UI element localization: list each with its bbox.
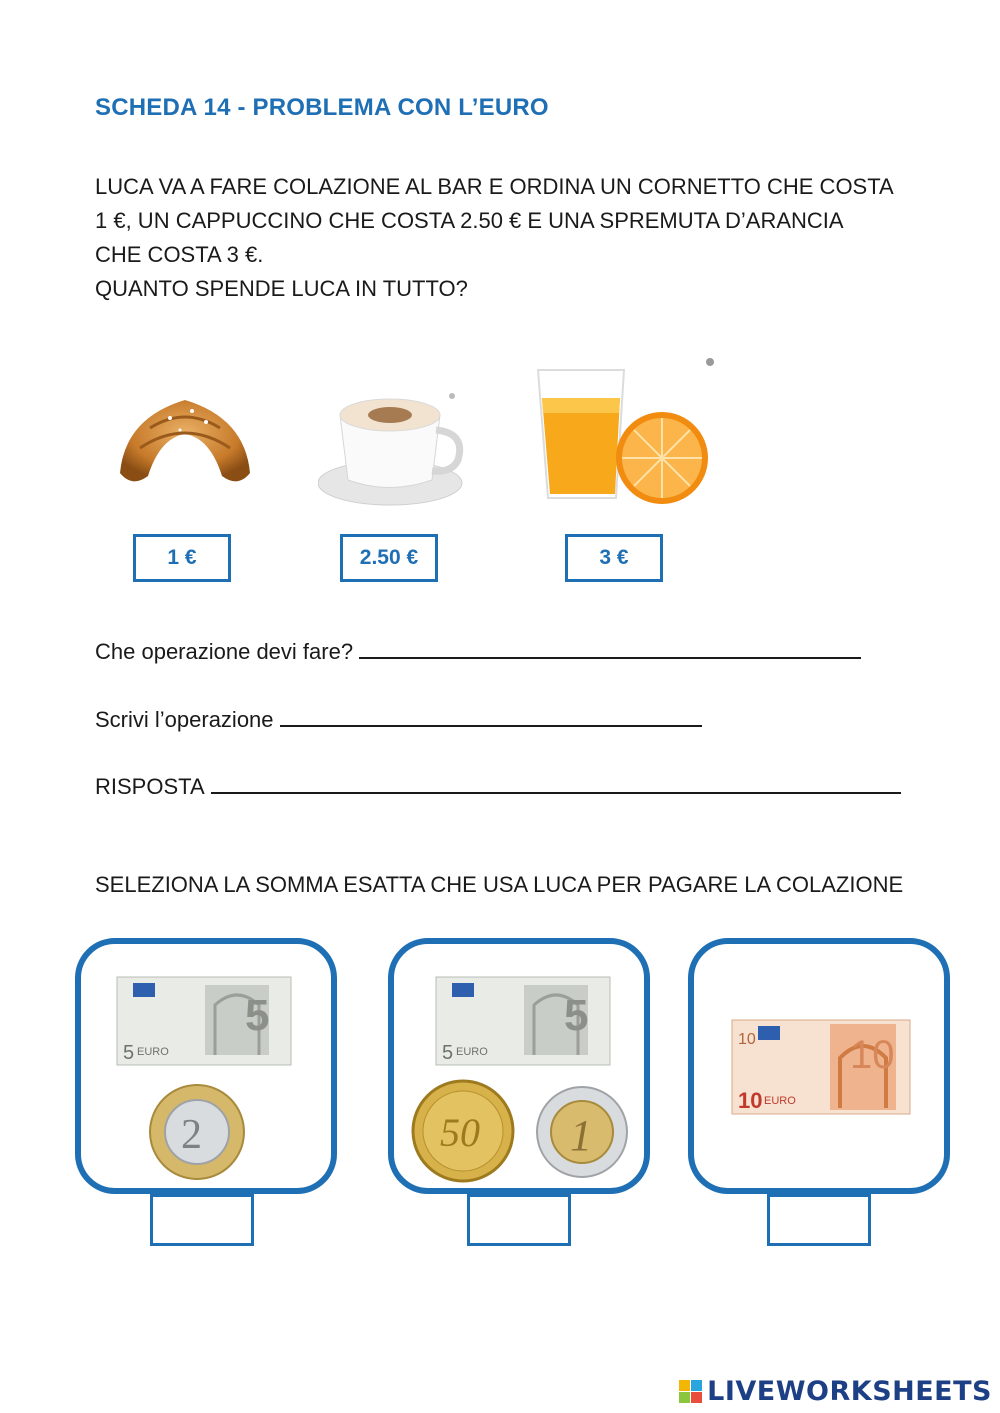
answer-box-2[interactable] xyxy=(467,1194,571,1246)
question-operation-label: Che operazione devi fare? xyxy=(95,639,354,664)
fifty-coin-value: 50 xyxy=(440,1110,480,1155)
two-euro-coin-image xyxy=(147,1082,247,1182)
five-note-value-big: 5 xyxy=(245,991,270,1040)
one-coin-value: 1 xyxy=(570,1111,592,1160)
problem-line-3: CHE COSTA 3 €. xyxy=(95,242,264,267)
page-title: SCHEDA 14 - PROBLEMA CON L’EURO xyxy=(95,94,549,121)
choice-option-1[interactable] xyxy=(75,938,337,1194)
answer-box-1[interactable] xyxy=(150,1194,254,1246)
question-operation xyxy=(95,637,861,665)
croissant-image xyxy=(110,378,260,508)
five-note-currency: EURO xyxy=(137,1046,169,1058)
orange-juice-image xyxy=(522,358,717,508)
price-box-cornetto: 1 € xyxy=(133,534,231,582)
problem-text xyxy=(95,170,915,306)
five-note-value-small: 5 xyxy=(123,1042,135,1064)
question-write xyxy=(95,705,702,733)
one-euro-coin-image xyxy=(534,1084,630,1180)
problem-line-2: 1 €, UN CAPPUCCINO CHE COSTA 2.50 € E UNA SPREMUTA D’ARANCIA xyxy=(95,208,844,233)
five-note-currency-2: EURO xyxy=(456,1046,488,1058)
question-answer xyxy=(95,772,901,800)
problem-line-1: LUCA VA A FARE COLAZIONE AL BAR E ORDINA UN CORNETTO CHE COSTA xyxy=(95,174,894,199)
liveworksheets-logo-icon xyxy=(678,1379,704,1405)
write-answer-line[interactable] xyxy=(280,705,702,727)
question-answer-label: RISPOSTA xyxy=(95,774,205,799)
answer-input-1[interactable] xyxy=(153,1197,255,1245)
liveworksheets-brand: LIVEWORKSHEETS xyxy=(707,1376,992,1407)
five-note-value-small-2: 5 xyxy=(442,1042,454,1064)
five-euro-note-image-2 xyxy=(434,975,614,1071)
question-write-label: Scrivi l’operazione xyxy=(95,707,274,732)
liveworksheets-logo xyxy=(678,1376,992,1407)
five-note-value-big-2: 5 xyxy=(564,991,589,1040)
answer-input-2[interactable] xyxy=(470,1197,572,1245)
ten-note-value-top: 10 xyxy=(738,1031,756,1048)
ten-note-value-big: 10 xyxy=(850,1033,895,1077)
instruction-text: SELEZIONA LA SOMMA ESATTA CHE USA LUCA PER PAGARE LA COLAZIONE xyxy=(95,872,904,897)
answer-line[interactable] xyxy=(211,772,901,794)
fifty-cent-coin-image xyxy=(410,1078,516,1184)
price-box-cappuccino: 2.50 € xyxy=(340,534,438,582)
answer-box-3[interactable] xyxy=(767,1194,871,1246)
two-coin-value: 2 xyxy=(181,1112,202,1158)
five-euro-note-image xyxy=(115,975,295,1071)
choice-option-2[interactable] xyxy=(388,938,650,1194)
ten-note-currency: EURO xyxy=(764,1095,796,1107)
cappuccino-image xyxy=(318,385,468,510)
problem-question: QUANTO SPENDE LUCA IN TUTTO? xyxy=(95,276,468,301)
ten-euro-note-image xyxy=(730,1018,914,1118)
operation-answer-line[interactable] xyxy=(359,637,861,659)
choice-option-3[interactable] xyxy=(688,938,950,1194)
answer-input-3[interactable] xyxy=(770,1197,872,1245)
ten-note-value-small: 10 xyxy=(738,1088,763,1113)
price-box-spremuta: 3 € xyxy=(565,534,663,582)
